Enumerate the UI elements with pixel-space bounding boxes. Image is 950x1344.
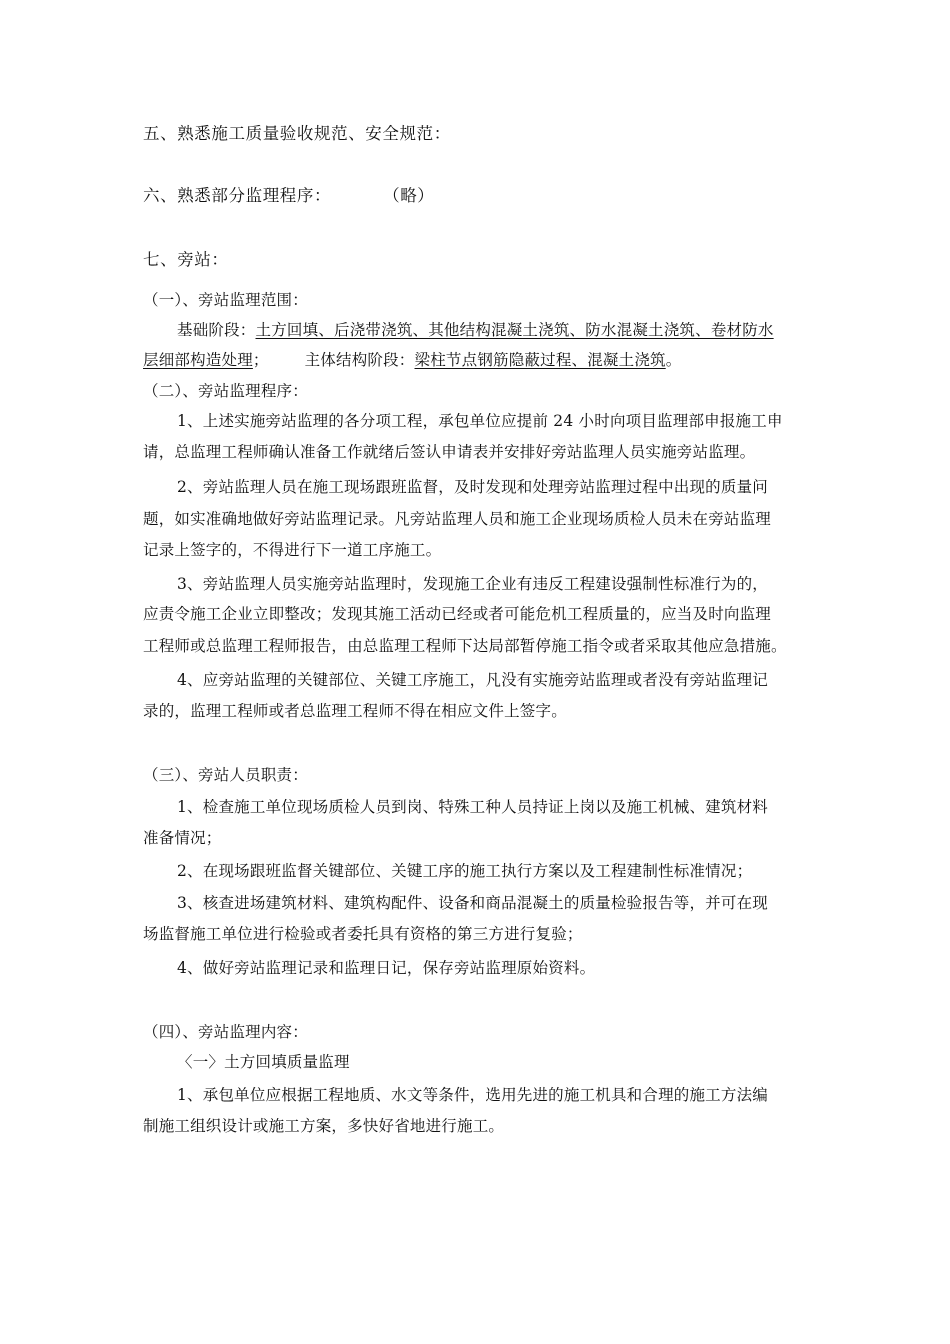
duties-line: 1、检查施工单位现场质检人员到岗、特殊工种人员持证上岗以及施工机械、建筑材料	[177, 798, 768, 816]
foundation-label: 基础阶段：	[177, 321, 256, 339]
procedure-paragraph-line: 工程师或总监理工程师报告，由总监理工程师下达局部暂停施工指令或者采取其他应急措施。	[143, 637, 787, 655]
procedure-paragraph-line: 4、应旁站监理的关键部位、关键工序施工，凡没有实施旁站监理或者没有旁站监理记	[177, 671, 768, 689]
duties-heading: （三）、旁站人员职责：	[143, 766, 308, 784]
scope-continuation-line	[143, 350, 681, 370]
procedure-paragraph-line: 记录上签字的，不得进行下一道工序施工。	[143, 541, 442, 559]
procedure-paragraph-line: 录的，监理工程师或者总监理工程师不得在相应文件上签字。	[143, 702, 567, 720]
main-structure-label: 主体结构阶段：	[304, 351, 415, 369]
duties-line: 2、在现场跟班监督关键部位、关键工序的施工执行方案以及工程建制性标准情况；	[177, 862, 753, 880]
scope-end: 。	[665, 351, 682, 369]
duties-line: 场监督施工单位进行检验或者委托具有资格的第三方进行复验；	[143, 925, 583, 943]
procedure-paragraph-line: 请，总监理工程师确认准备工作就绪后签认申请表并安排好旁站监理人员实施旁站监理。	[143, 443, 756, 461]
foundation-items: 土方回填、后浇带浇筑、其他结构混凝土浇筑、防水混凝土浇筑、卷材防水	[255, 321, 774, 339]
section-5-title: 五、熟悉施工质量验收规范、安全规范：	[143, 124, 451, 143]
duties-line: 4、做好旁站监理记录和监理日记，保存旁站监理原始资料。	[177, 959, 596, 977]
procedure-paragraph-line: 1、上述实施旁站监理的各分项工程，承包单位应提前 24 小时向项目监理部申报施工申	[177, 412, 783, 430]
content-heading: （四）、旁站监理内容：	[143, 1023, 308, 1041]
procedure-paragraph-line: 2、旁站监理人员在施工现场跟班监督，及时发现和处理旁站监理过程中出现的质量问	[177, 478, 768, 496]
procedure-paragraph-line: 应责令施工企业立即整改；发现其施工活动已经或者可能危机工程质量的，应当及时向监理	[143, 605, 772, 623]
duties-line: 3、核查进场建筑材料、建筑构配件、设备和商品混凝土的质量检验报告等，并可在现	[177, 894, 768, 912]
content-sub-heading: 〈一〉土方回填质量监理	[177, 1053, 350, 1071]
scope-separator: ；	[252, 351, 269, 369]
section-7-title: 七、旁站：	[143, 250, 229, 269]
procedure-paragraph-line: 题，如实准确地做好旁站监理记录。凡旁站监理人员和施工企业现场质检人员未在旁站监理	[143, 510, 772, 528]
main-structure-items: 梁柱节点钢筋隐蔽过程、混凝土浇筑	[414, 351, 666, 369]
procedure-heading: （二）、旁站监理程序：	[143, 382, 308, 400]
section-6-label: 六、熟悉部分监理程序：	[143, 186, 332, 205]
duties-line: 准备情况；	[143, 829, 222, 847]
scope-heading: （一）、旁站监理范围：	[143, 291, 308, 309]
procedure-paragraph-line: 3、旁站监理人员实施旁站监理时，发现施工企业有违反工程建设强制性标准行为的，	[177, 575, 768, 593]
scope-foundation-line	[177, 320, 774, 340]
section-6-title	[143, 186, 434, 206]
section-6-note: （略）	[383, 186, 435, 205]
foundation-items-cont: 层细部构造处理	[143, 351, 253, 369]
content-line: 1、承包单位应根据工程地质、水文等条件，选用先进的施工机具和合理的施工方法编	[177, 1086, 768, 1104]
content-line: 制施工组织设计或施工方案，多快好省地进行施工。	[143, 1117, 505, 1135]
